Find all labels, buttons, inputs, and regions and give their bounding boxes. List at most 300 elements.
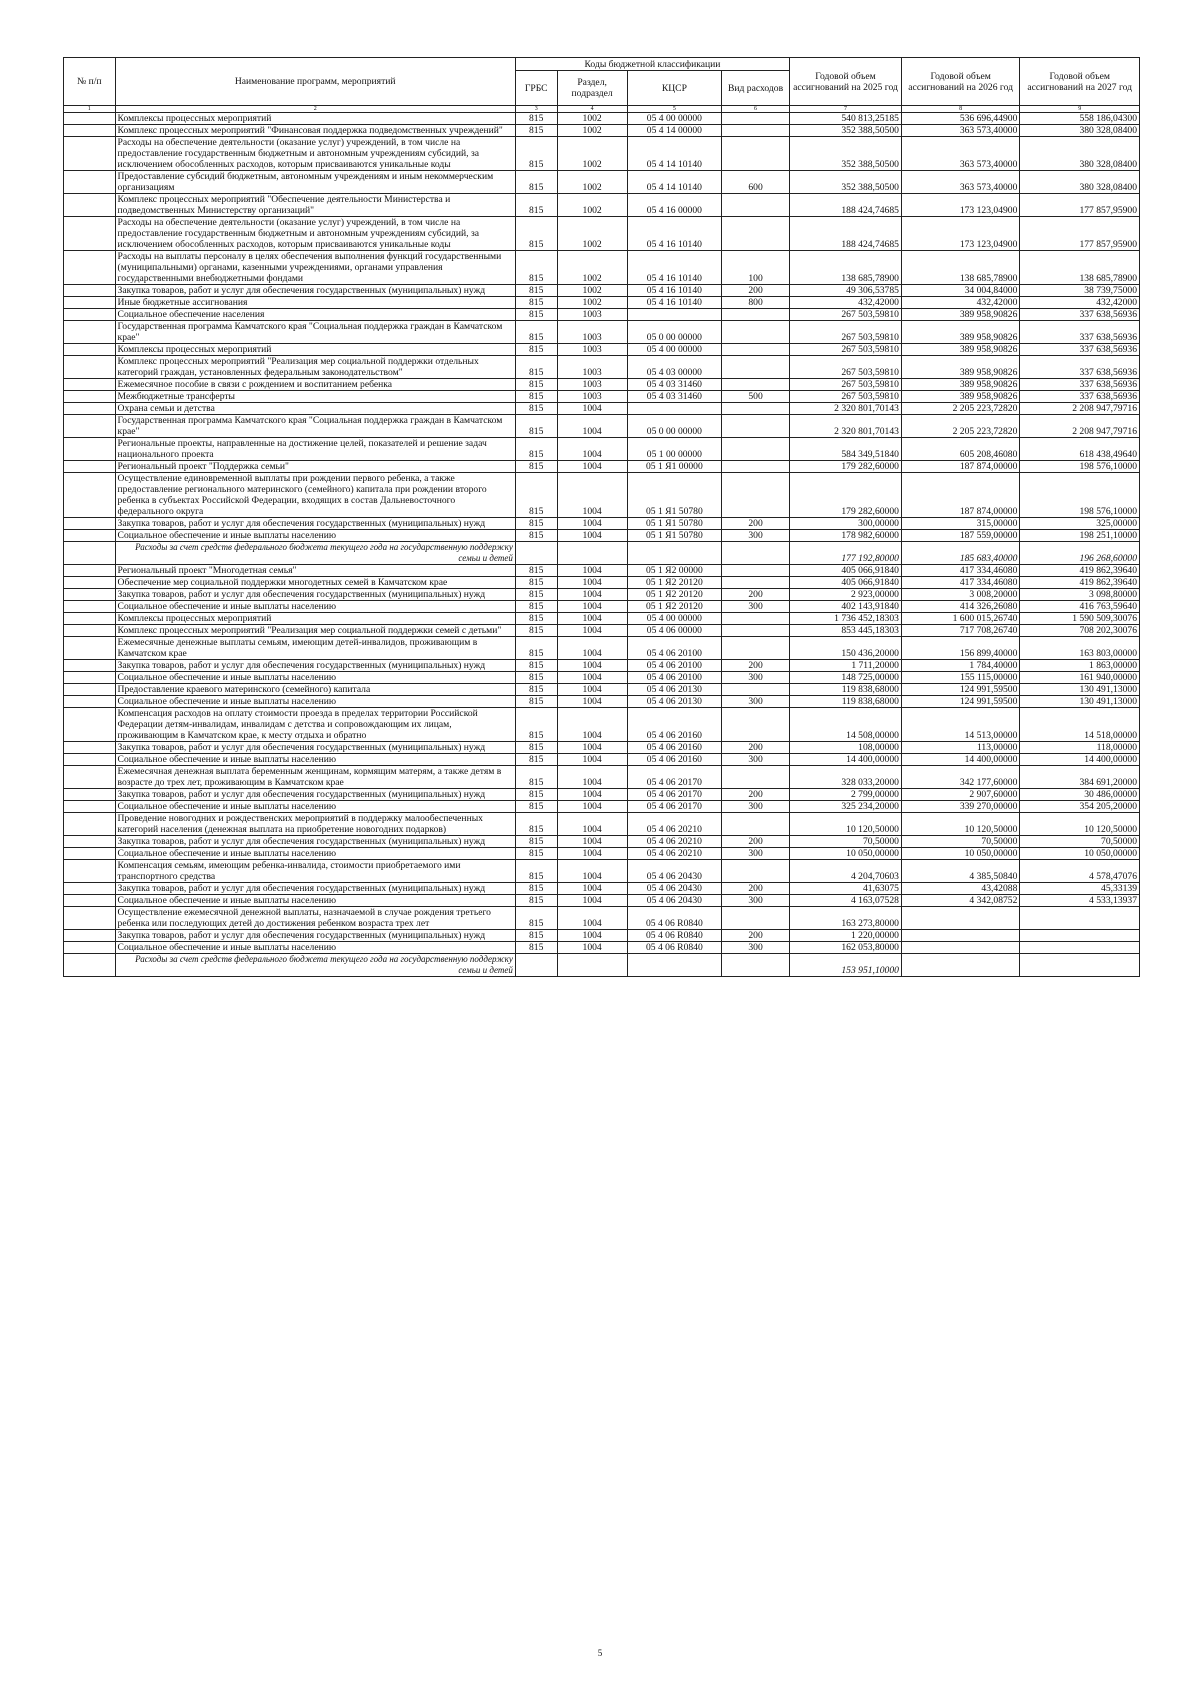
amount-2026-cell: 187 874,00000 <box>901 461 1019 473</box>
grbs-cell: 815 <box>515 696 557 708</box>
amount-2026-cell: 536 696,44900 <box>901 113 1019 125</box>
amount-2025-cell: 10 120,50000 <box>790 813 902 836</box>
amount-2025-cell: 405 066,91840 <box>790 577 902 589</box>
program-name-cell: Проведение новогодних и рождественских мероприятий в поддержку малообеспеченных категорий населения (денежная выплата на приобретение новогодних подарков) <box>115 813 515 836</box>
grbs-cell: 815 <box>515 415 557 438</box>
amount-2026-cell: 432,42000 <box>901 297 1019 309</box>
program-name-cell: Ежемесячная денежная выплата беременным женщинам, кормящим матерям, а также детям в возрасте до трех лет, проживающим в Камчатском крае <box>115 766 515 789</box>
program-name-cell: Закупка товаров, работ и услуг для обеспечения государственных (муниципальных) нужд <box>115 285 515 297</box>
row-number-cell <box>64 907 116 930</box>
table-row <box>64 309 1140 321</box>
row-number-cell <box>64 942 116 954</box>
grbs-cell: 815 <box>515 344 557 356</box>
amount-2025-cell: 14 508,00000 <box>790 708 902 742</box>
table-row <box>64 625 1140 637</box>
kcsr-cell: 05 4 06 20170 <box>627 789 721 801</box>
kcsr-cell: 05 4 06 R0840 <box>627 942 721 954</box>
kcsr-cell: 05 4 16 10140 <box>627 285 721 297</box>
program-name-cell: Осуществление ежемесячной денежной выплаты, назначаемой в случае рождения третьего ребенка или последующих детей до достижения ребенком возраста трех лет <box>115 907 515 930</box>
amount-2025-cell: 2 923,00000 <box>790 589 902 601</box>
grbs-cell: 815 <box>515 473 557 518</box>
grbs-cell: 815 <box>515 742 557 754</box>
program-name-cell: Социальное обеспечение и иные выплаты населению <box>115 530 515 542</box>
program-name-cell: Предоставление субсидий бюджетным, автономным учреждениям и иным некоммерческим организациям <box>115 171 515 194</box>
row-number-cell <box>64 403 116 415</box>
grbs-cell: 815 <box>515 438 557 461</box>
grbs-cell: 815 <box>515 391 557 403</box>
grbs-cell: 815 <box>515 113 557 125</box>
vid-rashodov-cell: 300 <box>722 696 790 708</box>
amount-2025-cell: 4 204,70603 <box>790 860 902 883</box>
amount-2027-cell: 1 863,00000 <box>1020 660 1140 672</box>
razdel-cell <box>557 542 627 565</box>
table-row <box>64 696 1140 708</box>
row-number-cell <box>64 660 116 672</box>
amount-2025-cell: 179 282,60000 <box>790 461 902 473</box>
amount-2027-cell: 337 638,56936 <box>1020 321 1140 344</box>
razdel-cell: 1002 <box>557 297 627 309</box>
kcsr-cell <box>627 954 721 977</box>
row-number-cell <box>64 883 116 895</box>
row-number-cell <box>64 461 116 473</box>
amount-2025-cell: 49 306,53785 <box>790 285 902 297</box>
amount-2027-cell <box>1020 907 1140 930</box>
kcsr-cell: 05 4 00 00000 <box>627 613 721 625</box>
program-name-cell: Социальное обеспечение и иные выплаты населению <box>115 601 515 613</box>
row-number-cell <box>64 930 116 942</box>
table-note-row <box>64 954 1140 977</box>
amount-2027-cell: 130 491,13000 <box>1020 684 1140 696</box>
amount-2026-cell: 185 683,40000 <box>901 542 1019 565</box>
grbs-cell: 815 <box>515 565 557 577</box>
header-vid: Вид расходов <box>722 71 790 106</box>
amount-2026-cell: 363 573,40000 <box>901 137 1019 171</box>
amount-2026-cell: 70,50000 <box>901 836 1019 848</box>
amount-2026-cell: 605 208,46080 <box>901 438 1019 461</box>
razdel-cell: 1004 <box>557 684 627 696</box>
row-number-cell <box>64 696 116 708</box>
amount-2025-cell: 1 736 452,18303 <box>790 613 902 625</box>
table-row <box>64 848 1140 860</box>
grbs-cell: 815 <box>515 251 557 285</box>
kcsr-cell: 05 4 06 20160 <box>627 708 721 742</box>
amount-2025-cell: 163 273,80000 <box>790 907 902 930</box>
grbs-cell: 815 <box>515 518 557 530</box>
razdel-cell: 1004 <box>557 589 627 601</box>
razdel-cell: 1004 <box>557 907 627 930</box>
amount-2026-cell: 363 573,40000 <box>901 125 1019 137</box>
col-number: 8 <box>901 106 1019 113</box>
amount-2027-cell: 432,42000 <box>1020 297 1140 309</box>
razdel-cell: 1004 <box>557 672 627 684</box>
table-row <box>64 907 1140 930</box>
razdel-cell: 1004 <box>557 660 627 672</box>
grbs-cell: 815 <box>515 836 557 848</box>
column-number-row <box>64 106 1140 113</box>
vid-rashodov-cell <box>722 907 790 930</box>
amount-2026-cell: 187 874,00000 <box>901 473 1019 518</box>
row-number-cell <box>64 954 116 977</box>
razdel-cell <box>557 954 627 977</box>
kcsr-cell: 05 4 06 20430 <box>627 860 721 883</box>
table-row <box>64 813 1140 836</box>
vid-rashodov-cell <box>722 473 790 518</box>
table-body <box>64 113 1140 977</box>
vid-rashodov-cell: 300 <box>722 895 790 907</box>
kcsr-cell: 05 1 00 00000 <box>627 438 721 461</box>
vid-rashodov-cell <box>722 708 790 742</box>
row-number-cell <box>64 565 116 577</box>
vid-rashodov-cell: 300 <box>722 754 790 766</box>
vid-rashodov-cell <box>722 321 790 344</box>
razdel-cell: 1003 <box>557 356 627 379</box>
amount-2025-cell: 148 725,00000 <box>790 672 902 684</box>
amount-2026-cell: 4 342,08752 <box>901 895 1019 907</box>
vid-rashodov-cell: 200 <box>722 285 790 297</box>
amount-2027-cell: 138 685,78900 <box>1020 251 1140 285</box>
razdel-cell: 1004 <box>557 637 627 660</box>
kcsr-cell: 05 4 06 20430 <box>627 895 721 907</box>
amount-2025-cell: 328 033,20000 <box>790 766 902 789</box>
grbs-cell: 815 <box>515 194 557 217</box>
amount-2027-cell: 2 208 947,79716 <box>1020 415 1140 438</box>
program-name-cell: Социальное обеспечение и иные выплаты населению <box>115 672 515 684</box>
amount-2026-cell: 173 123,04900 <box>901 217 1019 251</box>
kcsr-cell: 05 4 06 20210 <box>627 848 721 860</box>
program-name-cell: Расходы на обеспечение деятельности (оказание услуг) учреждений, в том числе на предоставление государственным бюджетным и автономным учреждениям субсидий, за исключением обособленных расходов, которым присваиваются уникальные коды <box>115 137 515 171</box>
grbs-cell: 815 <box>515 930 557 942</box>
amount-2027-cell: 354 205,20000 <box>1020 801 1140 813</box>
program-name-cell: Комплексы процессных мероприятий <box>115 113 515 125</box>
budget-table-sheet <box>63 57 1140 977</box>
row-number-cell <box>64 438 116 461</box>
vid-rashodov-cell <box>722 684 790 696</box>
header-2027: Годовой объем ассигнований на 2027 год <box>1020 58 1140 106</box>
amount-2027-cell: 38 739,75000 <box>1020 285 1140 297</box>
grbs-cell: 815 <box>515 589 557 601</box>
row-number-cell <box>64 542 116 565</box>
table-row <box>64 113 1140 125</box>
vid-rashodov-cell: 200 <box>722 883 790 895</box>
razdel-cell: 1004 <box>557 848 627 860</box>
program-name-cell: Комплексы процессных мероприятий <box>115 613 515 625</box>
amount-2027-cell: 380 328,08400 <box>1020 125 1140 137</box>
kcsr-cell: 05 4 14 10140 <box>627 171 721 194</box>
kcsr-cell: 05 1 Я1 50780 <box>627 518 721 530</box>
razdel-cell: 1002 <box>557 194 627 217</box>
kcsr-cell: 05 4 00 00000 <box>627 113 721 125</box>
grbs-cell: 815 <box>515 601 557 613</box>
grbs-cell: 815 <box>515 848 557 860</box>
row-number-cell <box>64 344 116 356</box>
amount-2025-cell: 352 388,50500 <box>790 137 902 171</box>
table-row <box>64 672 1140 684</box>
grbs-cell: 815 <box>515 801 557 813</box>
vid-rashodov-cell: 300 <box>722 848 790 860</box>
amount-2027-cell: 30 486,00000 <box>1020 789 1140 801</box>
amount-2025-cell: 402 143,91840 <box>790 601 902 613</box>
grbs-cell: 815 <box>515 530 557 542</box>
grbs-cell: 815 <box>515 789 557 801</box>
razdel-cell: 1002 <box>557 113 627 125</box>
amount-2025-cell: 4 163,07528 <box>790 895 902 907</box>
razdel-cell: 1004 <box>557 473 627 518</box>
kcsr-cell: 05 4 06 20130 <box>627 684 721 696</box>
table-row <box>64 942 1140 954</box>
razdel-cell: 1004 <box>557 461 627 473</box>
amount-2026-cell: 173 123,04900 <box>901 194 1019 217</box>
razdel-cell: 1004 <box>557 789 627 801</box>
amount-2027-cell: 177 857,95900 <box>1020 217 1140 251</box>
amount-2026-cell: 10 050,00000 <box>901 848 1019 860</box>
kcsr-cell: 05 4 06 20430 <box>627 883 721 895</box>
amount-2026-cell: 717 708,26740 <box>901 625 1019 637</box>
kcsr-cell: 05 1 Я1 00000 <box>627 461 721 473</box>
vid-rashodov-cell <box>722 309 790 321</box>
row-number-cell <box>64 848 116 860</box>
amount-2025-cell: 119 838,68000 <box>790 684 902 696</box>
razdel-cell: 1004 <box>557 766 627 789</box>
grbs-cell: 815 <box>515 860 557 883</box>
table-row <box>64 171 1140 194</box>
table-row <box>64 766 1140 789</box>
vid-rashodov-cell <box>722 415 790 438</box>
razdel-cell: 1002 <box>557 285 627 297</box>
row-number-cell <box>64 391 116 403</box>
amount-2025-cell: 179 282,60000 <box>790 473 902 518</box>
vid-rashodov-cell: 300 <box>722 601 790 613</box>
amount-2025-cell: 267 503,59810 <box>790 321 902 344</box>
program-name-cell: Осуществление единовременной выплаты при рождении первого ребенка, а также предоставление регионального материнского (семейного) капитала при рождении второго ребенка в субъектах Российской Федерации, входящих в состав Дальневосточного федерального округа <box>115 473 515 518</box>
grbs-cell: 815 <box>515 461 557 473</box>
table-row <box>64 356 1140 379</box>
amount-2025-cell: 119 838,68000 <box>790 696 902 708</box>
amount-2026-cell: 414 326,26080 <box>901 601 1019 613</box>
kcsr-cell: 05 4 00 00000 <box>627 344 721 356</box>
vid-rashodov-cell: 600 <box>722 171 790 194</box>
amount-2025-cell: 178 982,60000 <box>790 530 902 542</box>
program-name-cell: Закупка товаров, работ и услуг для обеспечения государственных (муниципальных) нужд <box>115 789 515 801</box>
vid-rashodov-cell: 300 <box>722 801 790 813</box>
amount-2025-cell: 70,50000 <box>790 836 902 848</box>
amount-2026-cell: 363 573,40000 <box>901 171 1019 194</box>
amount-2025-cell: 177 192,80000 <box>790 542 902 565</box>
program-name-cell: Межбюджетные трансферты <box>115 391 515 403</box>
table-note-row <box>64 542 1140 565</box>
amount-2025-cell: 352 388,50500 <box>790 125 902 137</box>
razdel-cell: 1004 <box>557 708 627 742</box>
row-number-cell <box>64 613 116 625</box>
kcsr-cell: 05 4 06 20100 <box>627 637 721 660</box>
row-number-cell <box>64 137 116 171</box>
table-row <box>64 708 1140 742</box>
kcsr-cell: 05 4 06 20100 <box>627 660 721 672</box>
table-row <box>64 194 1140 217</box>
amount-2026-cell: 155 115,00000 <box>901 672 1019 684</box>
amount-2026-cell: 138 685,78900 <box>901 251 1019 285</box>
razdel-cell: 1004 <box>557 438 627 461</box>
program-name-cell: Ежемесячные денежные выплаты семьям, имеющим детей-инвалидов, проживающим в Камчатском крае <box>115 637 515 660</box>
amount-2027-cell: 380 328,08400 <box>1020 171 1140 194</box>
program-name-cell: Закупка товаров, работ и услуг для обеспечения государственных (муниципальных) нужд <box>115 836 515 848</box>
row-number-cell <box>64 637 116 660</box>
program-name-cell: Региональный проект "Многодетная семья" <box>115 565 515 577</box>
kcsr-cell: 05 4 06 R0840 <box>627 930 721 942</box>
row-number-cell <box>64 625 116 637</box>
amount-2026-cell: 43,42088 <box>901 883 1019 895</box>
grbs-cell: 815 <box>515 754 557 766</box>
vid-rashodov-cell <box>722 577 790 589</box>
vid-rashodov-cell <box>722 542 790 565</box>
amount-2026-cell: 389 958,90826 <box>901 321 1019 344</box>
amount-2027-cell <box>1020 954 1140 977</box>
vid-rashodov-cell <box>722 137 790 171</box>
amount-2027-cell: 14 400,00000 <box>1020 754 1140 766</box>
vid-rashodov-cell: 300 <box>722 672 790 684</box>
table-row <box>64 801 1140 813</box>
vid-rashodov-cell <box>722 625 790 637</box>
amount-2027-cell: 337 638,56936 <box>1020 379 1140 391</box>
grbs-cell: 815 <box>515 660 557 672</box>
vid-rashodov-cell <box>722 954 790 977</box>
amount-2026-cell: 389 958,90826 <box>901 391 1019 403</box>
amount-2025-cell: 432,42000 <box>790 297 902 309</box>
grbs-cell <box>515 954 557 977</box>
razdel-cell: 1004 <box>557 403 627 415</box>
razdel-cell: 1004 <box>557 625 627 637</box>
amount-2027-cell: 4 578,47076 <box>1020 860 1140 883</box>
amount-2027-cell: 558 186,04300 <box>1020 113 1140 125</box>
program-name-cell: Комплекс процессных мероприятий "Финансовая поддержка подведомственных учреждений" <box>115 125 515 137</box>
table-row <box>64 461 1140 473</box>
row-number-cell <box>64 379 116 391</box>
razdel-cell: 1004 <box>557 883 627 895</box>
table-row <box>64 473 1140 518</box>
amount-2025-cell: 540 813,25185 <box>790 113 902 125</box>
amount-2025-cell: 352 388,50500 <box>790 171 902 194</box>
razdel-cell: 1002 <box>557 125 627 137</box>
amount-2026-cell: 2 205 223,72820 <box>901 403 1019 415</box>
grbs-cell: 815 <box>515 613 557 625</box>
row-number-cell <box>64 415 116 438</box>
razdel-cell: 1003 <box>557 321 627 344</box>
row-number-cell <box>64 356 116 379</box>
amount-2026-cell: 34 004,84000 <box>901 285 1019 297</box>
amount-2026-cell: 389 958,90826 <box>901 309 1019 321</box>
table-row <box>64 251 1140 285</box>
amount-2027-cell: 337 638,56936 <box>1020 356 1140 379</box>
kcsr-cell: 05 4 06 20170 <box>627 766 721 789</box>
table-row <box>64 518 1140 530</box>
amount-2025-cell: 2 320 801,70143 <box>790 415 902 438</box>
razdel-cell: 1004 <box>557 415 627 438</box>
amount-2027-cell: 4 533,13937 <box>1020 895 1140 907</box>
program-name-cell: Компенсация семьям, имеющим ребенка-инвалида, стоимости приобретаемого ими транспортного средства <box>115 860 515 883</box>
amount-2027-cell: 45,33139 <box>1020 883 1140 895</box>
row-number-cell <box>64 473 116 518</box>
razdel-cell: 1004 <box>557 754 627 766</box>
table-row <box>64 637 1140 660</box>
program-name-cell: Региональный проект "Поддержка семьи" <box>115 461 515 473</box>
amount-2027-cell: 1 590 509,30076 <box>1020 613 1140 625</box>
program-name-cell: Комплекс процессных мероприятий "Реализация мер социальной поддержки отдельных категорий граждан, установленных федеральным законодательством" <box>115 356 515 379</box>
kcsr-cell: 05 4 06 20210 <box>627 813 721 836</box>
table-row <box>64 613 1140 625</box>
table-row <box>64 660 1140 672</box>
amount-2025-cell: 853 445,18303 <box>790 625 902 637</box>
amount-2027-cell <box>1020 942 1140 954</box>
program-name-cell: Комплекс процессных мероприятий "Реализация мер социальной поддержки семей с детьми" <box>115 625 515 637</box>
row-number-cell <box>64 217 116 251</box>
razdel-cell: 1003 <box>557 344 627 356</box>
table-row <box>64 415 1140 438</box>
amount-2027-cell: 196 268,60000 <box>1020 542 1140 565</box>
razdel-cell: 1002 <box>557 251 627 285</box>
grbs-cell: 815 <box>515 708 557 742</box>
vid-rashodov-cell <box>722 813 790 836</box>
row-number-cell <box>64 589 116 601</box>
grbs-cell: 815 <box>515 217 557 251</box>
amount-2027-cell: 3 098,80000 <box>1020 589 1140 601</box>
vid-rashodov-cell: 200 <box>722 742 790 754</box>
amount-2025-cell: 162 053,80000 <box>790 942 902 954</box>
vid-rashodov-cell <box>722 217 790 251</box>
table-row <box>64 137 1140 171</box>
kcsr-cell: 05 4 16 10140 <box>627 251 721 285</box>
table-row <box>64 297 1140 309</box>
col-number: 5 <box>627 106 721 113</box>
program-name-cell: Закупка товаров, работ и услуг для обеспечения государственных (муниципальных) нужд <box>115 883 515 895</box>
amount-2027-cell: 337 638,56936 <box>1020 391 1140 403</box>
amount-2026-cell: 187 559,00000 <box>901 530 1019 542</box>
grbs-cell: 815 <box>515 137 557 171</box>
amount-2026-cell: 417 334,46080 <box>901 577 1019 589</box>
amount-2027-cell: 10 120,50000 <box>1020 813 1140 836</box>
kcsr-cell: 05 4 16 10140 <box>627 217 721 251</box>
razdel-cell: 1003 <box>557 309 627 321</box>
razdel-cell: 1004 <box>557 613 627 625</box>
razdel-cell: 1002 <box>557 217 627 251</box>
vid-rashodov-cell <box>722 613 790 625</box>
program-name-cell: Комплексы процессных мероприятий <box>115 344 515 356</box>
amount-2026-cell <box>901 942 1019 954</box>
row-number-cell <box>64 518 116 530</box>
amount-2027-cell: 384 691,20000 <box>1020 766 1140 789</box>
table-row <box>64 391 1140 403</box>
amount-2026-cell <box>901 954 1019 977</box>
amount-2025-cell: 10 050,00000 <box>790 848 902 860</box>
vid-rashodov-cell: 100 <box>722 251 790 285</box>
row-number-cell <box>64 285 116 297</box>
amount-2025-cell: 300,00000 <box>790 518 902 530</box>
col-number: 4 <box>557 106 627 113</box>
row-number-cell <box>64 754 116 766</box>
program-name-cell: Социальное обеспечение и иные выплаты населению <box>115 754 515 766</box>
program-name-cell: Предоставление краевого материнского (семейного) капитала <box>115 684 515 696</box>
table-row <box>64 895 1140 907</box>
vid-rashodov-cell: 200 <box>722 518 790 530</box>
table-row <box>64 379 1140 391</box>
amount-2027-cell: 198 576,10000 <box>1020 461 1140 473</box>
amount-2026-cell: 2 907,60000 <box>901 789 1019 801</box>
vid-rashodov-cell <box>722 766 790 789</box>
row-number-cell <box>64 813 116 836</box>
header-name: Наименование программ, мероприятий <box>115 58 515 106</box>
vid-rashodov-cell: 300 <box>722 530 790 542</box>
col-number: 1 <box>64 106 116 113</box>
grbs-cell: 815 <box>515 672 557 684</box>
amount-2025-cell: 2 320 801,70143 <box>790 403 902 415</box>
